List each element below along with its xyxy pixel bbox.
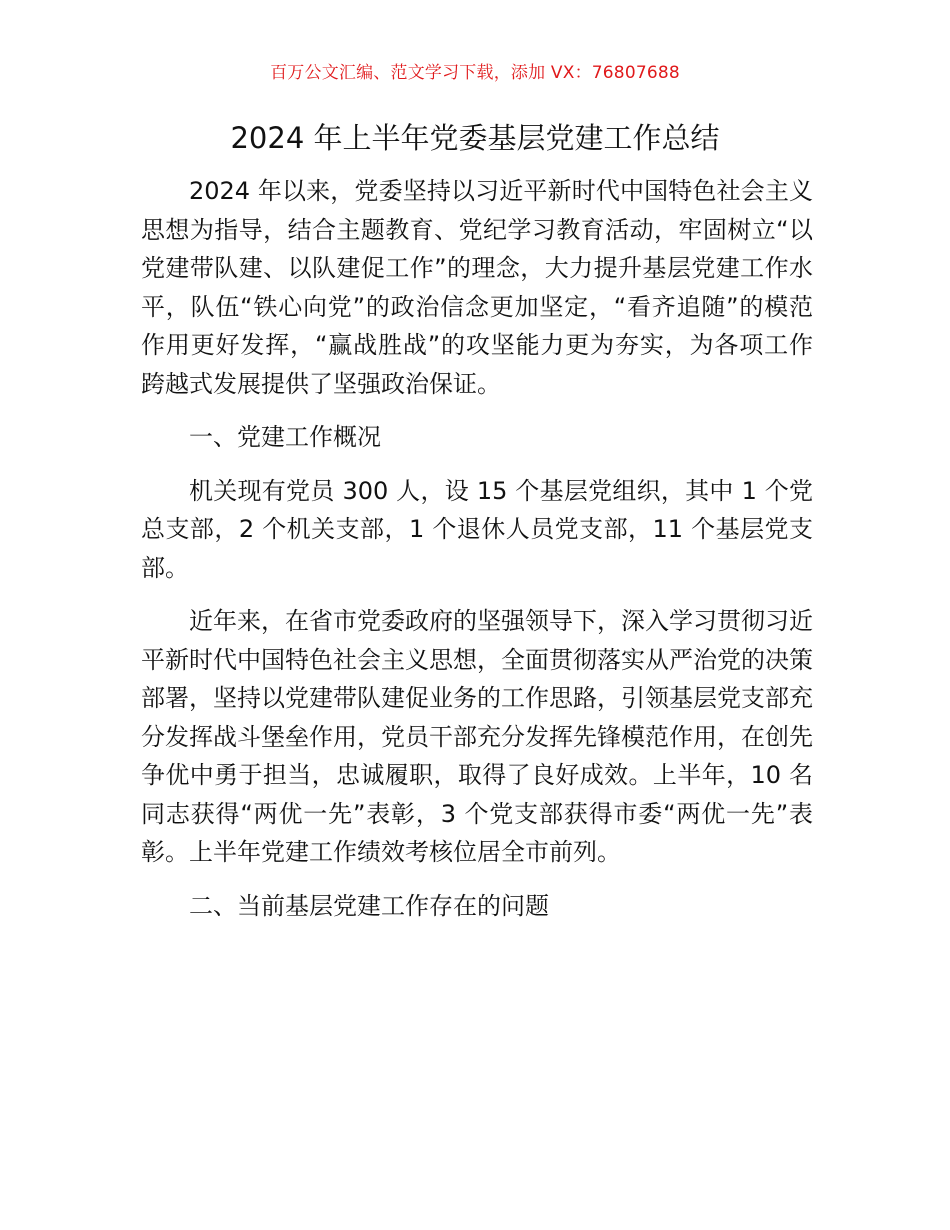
document-title: 2024 年上半年党委基层党建工作总结 [230, 121, 720, 155]
section-1-heading: 一、党建工作概况 [189, 423, 381, 451]
section-2-heading: 二、当前基层党建工作存在的问题 [189, 891, 549, 920]
intro-paragraph: 2024 年以来，党委坚持以习近平新时代中国特色社会主义思想为指导，结合主题教育、党纪学习教育活动，牢固树立“以党建带队建、以队建促工作”的理念，大力提升基层党建工作水平，队伍“铁心向党”的政治信念更加坚定，“看齐追随”的模范作用更好发挥，“赢战胜战”的攻坚能力更为夯实，为各项工作跨越式发展提供了坚强政治保证。 [141, 177, 813, 398]
section-1-paragraph-2: 近年来，在省市党委政府的坚强领导下，深入学习贯彻习近平新时代中国特色社会主义思想，全面贯彻落实从严治党的决策部署，坚持以党建带队建促业务的工作思路，引领基层党支部充分发挥战斗堡垒作用，党员干部充分发挥先锋模范作用，在创先争优中勇于担当，忠诚履职，取得了良好成效。上半年，10 名同志获得“两优一先”表彰，3 个党支部获得市委“两优一先”表彰。上半年党建工作绩效考核位居全市前列。 [141, 607, 813, 866]
section-1-paragraph-1: 机关现有党员 300 人，设 15 个基层党组织，其中 1 个党总支部，2 个机关支部，1 个退休人员党支部，11 个基层党支部。 [141, 476, 813, 582]
document-body [141, 172, 813, 940]
header-contact-note: 百万公文汇编、范文学习下载，添加 VX：76807688 [270, 63, 680, 83]
